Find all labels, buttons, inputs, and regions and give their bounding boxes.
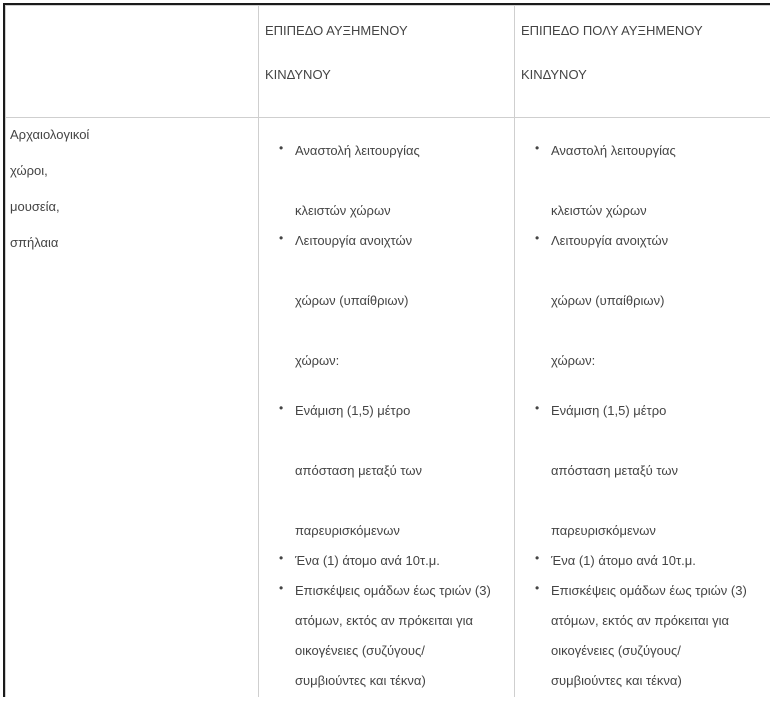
bullet-icon: • [279,401,284,415]
line-gap [551,481,770,521]
measure-text: κλειστών χώρων [295,203,391,218]
bullet-icon: • [535,141,540,155]
measure-text: απόσταση μεταξύ των [295,463,422,478]
line-gap [551,421,770,461]
header-increased-risk-line2: ΚΙΝΔΥΝΟΥ [265,67,331,82]
bullet-icon: • [279,551,284,565]
measure-text: ατόμων, εκτός αν πρόκειται για [295,613,474,628]
bullet-icon: • [279,231,284,245]
header-cell-empty [6,6,259,118]
measure-text: παρευρισκόμενων [551,523,656,538]
bullet-icon: • [535,551,540,565]
increased-risk-measures-list [259,118,514,691]
header-very-increased-risk-line1: ΕΠΙΠΕΔΟ ΠΟΛΥ ΑΥΞΗΜΕΝΟΥ [521,23,703,38]
list-item [515,141,770,221]
list-item [259,581,514,691]
line-gap [551,311,770,351]
increased-risk-measures-cell [259,118,515,698]
measure-text: παρευρισκόμενων [295,523,400,538]
measure-text: χώρων (υπαίθριων) [551,293,665,308]
line-gap [295,481,514,521]
measure-text: χώρων: [551,353,596,368]
measure-text: κλειστών χώρων [551,203,647,218]
list-item [515,401,770,541]
line-gap [551,251,770,291]
table-row [6,118,771,698]
site-line-4: σπήλαια [10,235,59,250]
bullet-icon: • [279,141,284,155]
list-item [259,231,514,371]
measure-text: συμβιούντες και τέκνα) [551,673,682,688]
site-cell [6,118,259,698]
very-increased-risk-measures-cell [515,118,771,698]
line-gap [551,161,770,201]
measure-text: απόσταση μεταξύ των [551,463,678,478]
list-item [515,581,770,691]
very-increased-risk-measures-list [515,118,770,691]
table-frame [3,3,770,697]
list-item [515,231,770,371]
header-cell-increased-risk [259,6,515,118]
site-line-1: Αρχαιολογικοί [10,127,90,142]
measure-text: οικογένειες (συζύγους/ [295,643,425,658]
bullet-icon: • [535,231,540,245]
list-item [259,551,514,571]
list-item [259,141,514,221]
measure-text: Λειτουργία ανοιχτών [295,233,413,248]
measure-text: Αναστολή λειτουργίας [295,143,420,158]
header-very-increased-risk-line2: ΚΙΝΔΥΝΟΥ [521,67,587,82]
table-header-row [6,6,771,118]
header-increased-risk-line1: ΕΠΙΠΕΔΟ ΑΥΞΗΜΕΝΟΥ [265,23,408,38]
bullet-icon: • [535,581,540,595]
measure-text: οικογένειες (συζύγους/ [551,643,681,658]
header-cell-very-increased-risk [515,6,771,118]
bullet-icon: • [279,581,284,595]
measure-text: ατόμων, εκτός αν πρόκειται για [551,613,730,628]
measure-text: Ένα (1) άτομο ανά 10τ.μ. [551,553,696,568]
measure-text: Επισκέψεις ομάδων έως τριών (3) [551,583,747,598]
measure-text: Λειτουργία ανοιχτών [551,233,669,248]
line-gap [295,251,514,291]
measure-text: Ενάμιση (1,5) μέτρο [551,403,667,418]
site-line-3: μουσεία, [10,199,60,214]
list-item [515,551,770,571]
measure-text: Επισκέψεις ομάδων έως τριών (3) [295,583,491,598]
line-gap [295,161,514,201]
line-gap [295,421,514,461]
site-line-2: χώροι, [10,163,48,178]
measure-text: Ένα (1) άτομο ανά 10τ.μ. [295,553,440,568]
list-item [259,401,514,541]
measure-text: Αναστολή λειτουργίας [551,143,676,158]
measure-text: συμβιούντες και τέκνα) [295,673,426,688]
bullet-icon: • [535,401,540,415]
line-gap [295,311,514,351]
measure-text: χώρων (υπαίθριων) [295,293,409,308]
risk-measures-table [5,5,770,697]
measure-text: χώρων: [295,353,340,368]
measure-text: Ενάμιση (1,5) μέτρο [295,403,411,418]
